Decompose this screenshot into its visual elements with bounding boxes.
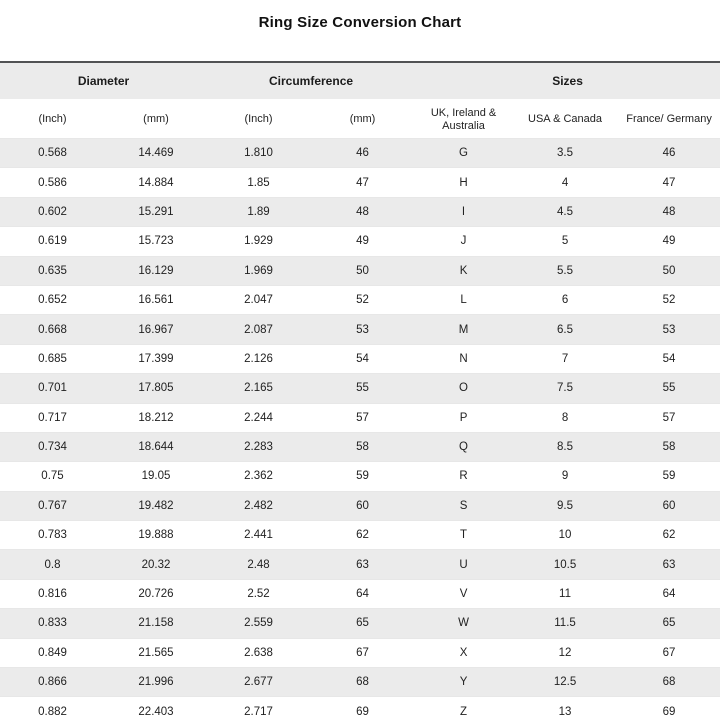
table-cell: 16.129 [105, 256, 207, 285]
table-row [0, 579, 720, 608]
table-cell: 2.717 [207, 697, 310, 720]
table-cell: 69 [310, 697, 415, 720]
table-cell: 15.723 [105, 227, 207, 256]
table-cell: 10 [512, 521, 618, 550]
table-cell: 0.75 [0, 462, 105, 491]
table-cell: X [415, 638, 512, 667]
table-cell: Q [415, 432, 512, 461]
table-cell: 0.586 [0, 168, 105, 197]
table-cell: R [415, 462, 512, 491]
table-cell: S [415, 491, 512, 520]
table-cell: 63 [618, 550, 720, 579]
table-cell: 60 [310, 491, 415, 520]
table-row [0, 227, 720, 256]
group-header-circumference: Circumference [207, 62, 415, 100]
table-cell: 0.849 [0, 638, 105, 667]
table-cell: 65 [618, 609, 720, 638]
table-cell: 11 [512, 579, 618, 608]
table-cell: 2.638 [207, 638, 310, 667]
table-row [0, 256, 720, 285]
table-cell: 0.602 [0, 197, 105, 226]
column-header-diameter-inch: (Inch) [0, 100, 105, 139]
table-cell: 49 [618, 227, 720, 256]
table-cell: 65 [310, 609, 415, 638]
table-cell: 19.482 [105, 491, 207, 520]
table-cell: 8 [512, 403, 618, 432]
table-cell: 6.5 [512, 315, 618, 344]
table-cell: 53 [310, 315, 415, 344]
table-cell: Z [415, 697, 512, 720]
table-cell: 1.810 [207, 139, 310, 168]
column-header-uk-ireland-australia: UK, Ireland & Australia [415, 100, 512, 139]
table-cell: 52 [310, 285, 415, 314]
table-cell: 67 [618, 638, 720, 667]
table-cell: 12.5 [512, 668, 618, 697]
table-cell: G [415, 139, 512, 168]
table-cell: 4 [512, 168, 618, 197]
table-cell: 0.8 [0, 550, 105, 579]
table-cell: 2.482 [207, 491, 310, 520]
table-header [0, 62, 720, 139]
table-cell: 1.85 [207, 168, 310, 197]
table-cell: 3.5 [512, 139, 618, 168]
table-row [0, 550, 720, 579]
table-cell: 2.559 [207, 609, 310, 638]
table-cell: 17.805 [105, 374, 207, 403]
table-cell: 20.726 [105, 579, 207, 608]
table-cell: 59 [618, 462, 720, 491]
group-header-diameter: Diameter [0, 62, 207, 100]
table-cell: 54 [310, 344, 415, 373]
table-cell: P [415, 403, 512, 432]
table-cell: 0.767 [0, 491, 105, 520]
table-cell: 57 [310, 403, 415, 432]
table-cell: 5.5 [512, 256, 618, 285]
table-cell: N [415, 344, 512, 373]
table-row [0, 374, 720, 403]
table-body [0, 139, 720, 720]
table-cell: 0.734 [0, 432, 105, 461]
table-cell: 0.882 [0, 697, 105, 720]
table-row [0, 668, 720, 697]
table-cell: 8.5 [512, 432, 618, 461]
table-cell: 0.701 [0, 374, 105, 403]
table-cell: 13 [512, 697, 618, 720]
table-cell: 2.126 [207, 344, 310, 373]
table-cell: Y [415, 668, 512, 697]
group-header-row [0, 62, 720, 100]
table-cell: 1.89 [207, 197, 310, 226]
table-cell: 16.561 [105, 285, 207, 314]
table-cell: 60 [618, 491, 720, 520]
table-cell: 62 [310, 521, 415, 550]
table-row [0, 168, 720, 197]
table-cell: 2.047 [207, 285, 310, 314]
table-cell: 59 [310, 462, 415, 491]
table-cell: 0.866 [0, 668, 105, 697]
table-cell: 58 [618, 432, 720, 461]
table-cell: 9 [512, 462, 618, 491]
table-cell: 0.783 [0, 521, 105, 550]
table-row [0, 197, 720, 226]
table-cell: 69 [618, 697, 720, 720]
table-row [0, 638, 720, 667]
table-row [0, 609, 720, 638]
table-cell: 6 [512, 285, 618, 314]
table-cell: 0.685 [0, 344, 105, 373]
table-cell: 7.5 [512, 374, 618, 403]
table-cell: 5 [512, 227, 618, 256]
table-cell: 53 [618, 315, 720, 344]
table-cell: I [415, 197, 512, 226]
table-cell: 49 [310, 227, 415, 256]
table-cell: 2.087 [207, 315, 310, 344]
table-cell: 64 [310, 579, 415, 608]
table-cell: J [415, 227, 512, 256]
table-cell: 22.403 [105, 697, 207, 720]
table-cell: U [415, 550, 512, 579]
table-cell: 58 [310, 432, 415, 461]
table-cell: 57 [618, 403, 720, 432]
table-cell: 7 [512, 344, 618, 373]
table-row [0, 285, 720, 314]
table-cell: 21.158 [105, 609, 207, 638]
table-cell: 67 [310, 638, 415, 667]
table-cell: 2.52 [207, 579, 310, 608]
column-header-france-germany: France/ Germany [618, 100, 720, 139]
table-row [0, 462, 720, 491]
table-cell: 0.833 [0, 609, 105, 638]
group-header-sizes: Sizes [415, 62, 720, 100]
table-cell: T [415, 521, 512, 550]
table-cell: 50 [618, 256, 720, 285]
table-cell: 20.32 [105, 550, 207, 579]
table-cell: 0.816 [0, 579, 105, 608]
table-cell: 19.888 [105, 521, 207, 550]
table-cell: 17.399 [105, 344, 207, 373]
table-cell: V [415, 579, 512, 608]
table-cell: 47 [618, 168, 720, 197]
table-row [0, 139, 720, 168]
table-cell: 55 [310, 374, 415, 403]
table-cell: 64 [618, 579, 720, 608]
table-cell: 0.635 [0, 256, 105, 285]
table-cell: 68 [618, 668, 720, 697]
table-cell: 48 [310, 197, 415, 226]
page-title: Ring Size Conversion Chart [258, 14, 462, 31]
table-row [0, 491, 720, 520]
table-cell: 2.362 [207, 462, 310, 491]
table-cell: 62 [618, 521, 720, 550]
table-cell: 4.5 [512, 197, 618, 226]
table-row [0, 344, 720, 373]
table-cell: 46 [618, 139, 720, 168]
table-cell: 63 [310, 550, 415, 579]
table-cell: L [415, 285, 512, 314]
table-cell: 1.929 [207, 227, 310, 256]
table-cell: K [415, 256, 512, 285]
table-cell: 21.565 [105, 638, 207, 667]
table-row [0, 432, 720, 461]
table-cell: 16.967 [105, 315, 207, 344]
table-row [0, 403, 720, 432]
table-cell: W [415, 609, 512, 638]
table-cell: 0.717 [0, 403, 105, 432]
table-cell: 47 [310, 168, 415, 197]
table-row [0, 697, 720, 720]
table-cell: 2.48 [207, 550, 310, 579]
table-cell: 12 [512, 638, 618, 667]
table-cell: 0.568 [0, 139, 105, 168]
table-cell: 68 [310, 668, 415, 697]
table-cell: 48 [618, 197, 720, 226]
table-cell: 14.469 [105, 139, 207, 168]
table-cell: 50 [310, 256, 415, 285]
table-cell: 15.291 [105, 197, 207, 226]
table-cell: 10.5 [512, 550, 618, 579]
table-cell: 18.212 [105, 403, 207, 432]
table-cell: 54 [618, 344, 720, 373]
table-cell: 0.619 [0, 227, 105, 256]
table-cell: 18.644 [105, 432, 207, 461]
table-cell: 9.5 [512, 491, 618, 520]
table-row [0, 521, 720, 550]
table-cell: M [415, 315, 512, 344]
table-cell: 2.677 [207, 668, 310, 697]
column-header-usa-canada: USA & Canada [512, 100, 618, 139]
table-cell: 1.969 [207, 256, 310, 285]
column-header-row [0, 100, 720, 139]
table-cell: 2.441 [207, 521, 310, 550]
table-cell: 11.5 [512, 609, 618, 638]
table-cell: O [415, 374, 512, 403]
table-cell: 21.996 [105, 668, 207, 697]
column-header-diameter-mm: (mm) [105, 100, 207, 139]
table-cell: 55 [618, 374, 720, 403]
table-cell: 19.05 [105, 462, 207, 491]
table-cell: 0.668 [0, 315, 105, 344]
table-cell: 14.884 [105, 168, 207, 197]
table-cell: 46 [310, 139, 415, 168]
table-cell: H [415, 168, 512, 197]
table-cell: 2.283 [207, 432, 310, 461]
ring-size-conversion-table [0, 61, 720, 720]
column-header-circumference-inch: (Inch) [207, 100, 310, 139]
table-cell: 2.165 [207, 374, 310, 403]
column-header-circumference-mm: (mm) [310, 100, 415, 139]
table-cell: 0.652 [0, 285, 105, 314]
table-cell: 2.244 [207, 403, 310, 432]
table-row [0, 315, 720, 344]
table-cell: 52 [618, 285, 720, 314]
